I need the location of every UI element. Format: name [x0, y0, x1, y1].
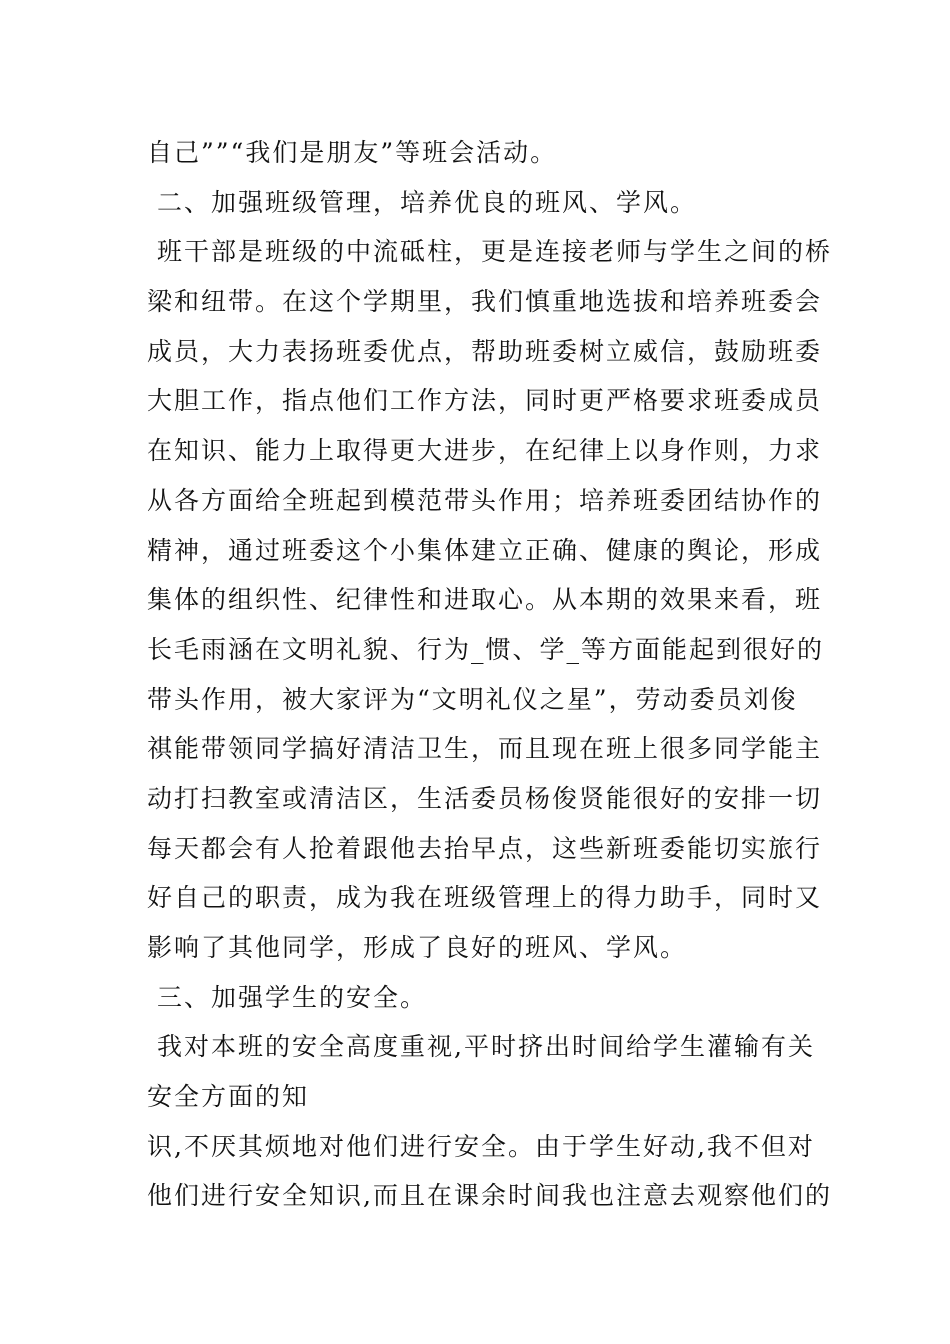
- paragraph-line: 他们进行安全知识,而且在课余时间我也注意去观察他们的: [147, 1181, 832, 1211]
- paragraph-line: 成员，大力表扬班委优点，帮助班委树立威信，鼓励班委: [147, 336, 823, 366]
- paragraph-line: 祺能带领同学搞好清洁卫生，而且现在班上很多同学能主: [147, 734, 823, 764]
- paragraph-line: 安全方面的知: [147, 1082, 310, 1112]
- paragraph-line: 在知识、能力上取得更大进步，在纪律上以身作则，力求: [147, 436, 823, 466]
- paragraph-line: 集体的组织性、纪律性和进取心。从本期的效果来看，班: [147, 585, 823, 615]
- paragraph-line: 大胆工作，指点他们工作方法，同时更严格要求班委成员: [147, 386, 823, 416]
- paragraph-line: 影响了其他同学，形成了良好的班风、学风。: [147, 933, 688, 962]
- paragraph-line: 长毛雨涵在文明礼貌、行为_惯、学_等方面能起到很好的: [147, 634, 825, 664]
- paragraph-line: 每天都会有人抢着跟他去抬早点，这些新班委能切实旅行: [147, 833, 823, 863]
- paragraph-line: 从各方面给全班起到模范带头作用；培养班委团结协作的: [147, 485, 823, 515]
- paragraph-line: 自己””“我们是朋友”等班会活动。: [147, 138, 558, 167]
- paragraph-line: 好自己的职责，成为我在班级管理上的得力助手，同时又: [147, 883, 823, 913]
- section-heading: 二、加强班级管理，培养优良的班风、学风。: [157, 187, 698, 217]
- document-body: [147, 128, 833, 1221]
- paragraph-line: 识,不厌其烦地对他们进行安全。由于学生好动,我不但对: [147, 1131, 815, 1161]
- paragraph-line: 梁和纽带。在这个学期里，我们慎重地选拔和培养班委会: [147, 287, 823, 317]
- paragraph-line: 带头作用，被大家评为“文明礼仪之星”，劳动委员刘俊: [147, 684, 798, 714]
- paragraph-line: 我对本班的安全高度重视,平时挤出时间给学生灌输有关: [157, 1032, 815, 1062]
- paragraph-line: 精神，通过班委这个小集体建立正确、健康的舆论，形成: [147, 535, 823, 565]
- paragraph-line: 班干部是班级的中流砥柱，更是连接老师与学生之间的桥: [157, 237, 833, 267]
- section-heading: 三、加强学生的安全。: [157, 982, 428, 1012]
- paragraph-line: 动打扫教室或清洁区，生活委员杨俊贤能很好的安排一切: [147, 783, 823, 813]
